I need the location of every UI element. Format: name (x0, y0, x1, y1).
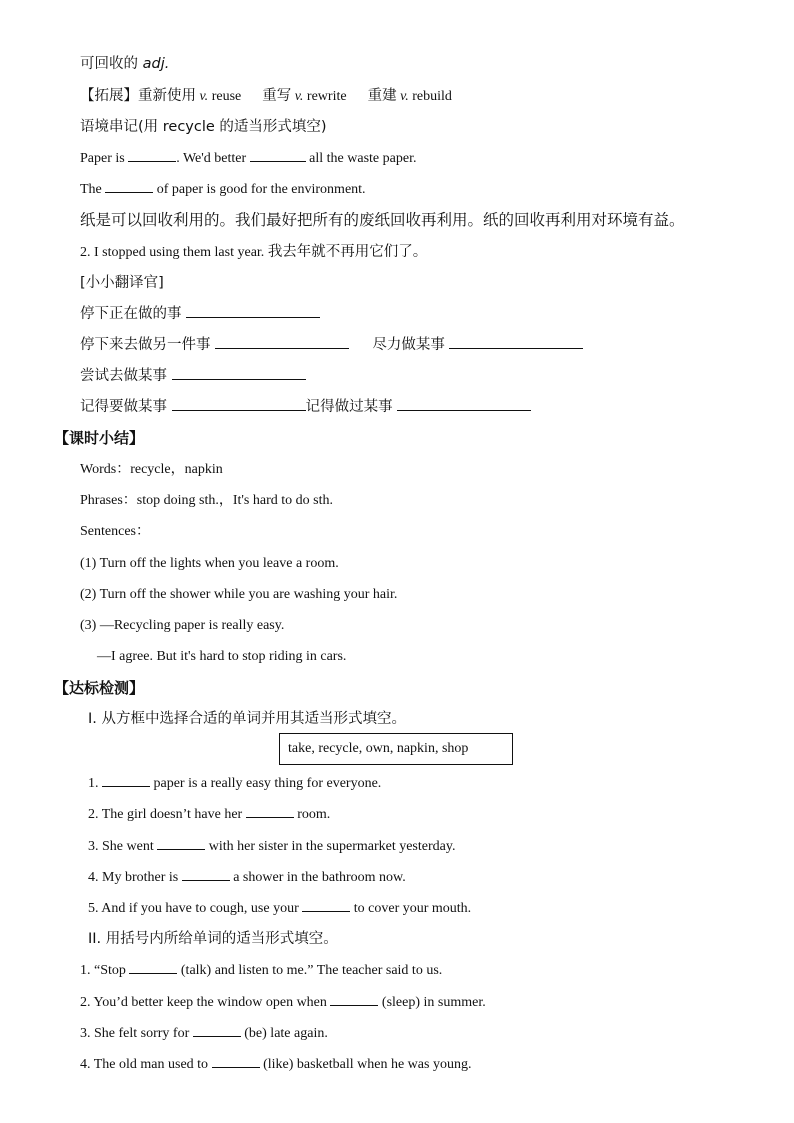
expansion-en3: rebuild (412, 89, 452, 104)
answer-blank[interactable] (182, 868, 230, 881)
sentence-2-en: 2. I stopped using them last year. (80, 245, 268, 260)
part1-question-5 (88, 899, 471, 918)
part1-title: I. 从方框中选择合适的单词并用其适当形式填空。 (88, 711, 406, 727)
summary-heading: 【课时小结】 (54, 429, 145, 447)
question-text: 2. The girl doesn’t have her (88, 807, 246, 822)
question-text: paper is a really easy thing for everyone. (150, 776, 382, 791)
translate-prompt: 尽力做某事 (372, 337, 450, 353)
summary-sentences-label: Sentences： (80, 524, 150, 539)
s1-part-c: all the waste paper. (309, 151, 417, 166)
question-text: 1. (88, 776, 102, 791)
question-text: (like) basketball when he was young. (259, 1057, 472, 1072)
adj-pos: adj. (142, 56, 170, 72)
part2-question-2 (80, 993, 486, 1012)
part2-question-1 (80, 961, 442, 980)
question-text: 2. You’d better keep the window open when (80, 995, 331, 1010)
answer-blank[interactable] (250, 149, 306, 162)
answer-blank[interactable] (172, 367, 306, 380)
translate-row-1 (80, 305, 320, 323)
question-text: (be) late again. (240, 1026, 328, 1041)
question-text: 4. The old man used to (80, 1057, 212, 1072)
adj-line (80, 55, 169, 73)
summary-phrases: Phrases：stop doing sth.，It's hard to do sth. (80, 493, 333, 508)
question-text: a shower in the bathroom now. (229, 870, 406, 885)
part1-question-2 (88, 805, 330, 824)
expansion-pos3: v. (400, 89, 409, 104)
answer-blank[interactable] (215, 336, 349, 349)
translate-prompt: 停下正在做的事 (80, 306, 187, 322)
expansion-pos1: v. (199, 89, 209, 104)
question-text: 1. “Stop (80, 963, 130, 978)
question-text: 4. My brother is (88, 870, 182, 885)
answer-blank[interactable] (193, 1024, 241, 1037)
answer-blank[interactable] (128, 149, 176, 162)
answer-blank[interactable] (397, 398, 531, 411)
answer-blank[interactable] (172, 398, 306, 411)
expansion-line (80, 87, 452, 106)
answer-blank[interactable] (449, 336, 583, 349)
part2-question-4 (80, 1055, 471, 1074)
word-box: take, recycle, own, napkin, shop (279, 733, 513, 765)
expansion-en1: reuse (211, 89, 242, 104)
answer-blank[interactable] (302, 899, 350, 912)
summary-sentence-2: (2) Turn off the shower while you are washing your hair. (80, 587, 398, 602)
expansion-cn3: 重建 (367, 88, 397, 104)
cn-translation: 纸是可以回收利用的。我们最好把所有的废纸回收再利用。纸的回收再利用对环境有益。 (80, 211, 685, 229)
s1-part-b: . We'd better (176, 151, 250, 166)
translate-prompt: 停下来去做另一件事 (80, 337, 216, 353)
part1-question-1 (88, 774, 381, 793)
answer-blank[interactable] (105, 180, 153, 193)
translate-row-4 (80, 398, 531, 416)
question-text: (sleep) in summer. (378, 995, 486, 1010)
part2-title: II. 用括号内所给单词的适当形式填空。 (88, 931, 338, 947)
question-text: (talk) and listen to me.” The teacher said to us. (177, 963, 443, 978)
context-sentence-2 (80, 180, 366, 199)
translate-prompt: 记得做过某事 (305, 399, 398, 415)
translator-title: [小小翻译官] (80, 275, 164, 291)
expansion-en2: rewrite (306, 89, 347, 104)
s2-part-a: The (80, 182, 106, 197)
answer-blank[interactable] (102, 774, 150, 787)
translate-row-3 (80, 367, 306, 385)
answer-blank[interactable] (212, 1055, 260, 1068)
translate-prompt: 记得要做某事 (80, 399, 172, 415)
answer-blank[interactable] (157, 837, 205, 850)
question-text: 3. She went (88, 839, 158, 854)
adj-cn: 可回收的 (80, 56, 138, 72)
translate-prompt: 尝试去做某事 (80, 368, 172, 384)
test-heading: 【达标检测】 (54, 679, 145, 697)
summary-sentence-1: (1) Turn off the lights when you leave a room. (80, 556, 339, 571)
question-text: 3. She felt sorry for (80, 1026, 193, 1041)
question-text: room. (293, 807, 331, 822)
summary-sentence-3: (3) —Recycling paper is really easy. (80, 618, 285, 633)
answer-blank[interactable] (129, 961, 177, 974)
expansion-tag: 【拓展】 (80, 88, 138, 104)
answer-blank[interactable] (330, 993, 378, 1006)
question-text: with her sister in the supermarket yesterday. (205, 839, 456, 854)
s1-part-a: Paper is (80, 151, 129, 166)
translate-row-2 (80, 336, 583, 354)
part1-question-4 (88, 868, 406, 887)
part2-question-3 (80, 1024, 328, 1043)
answer-blank[interactable] (186, 305, 320, 318)
s2-part-b: of paper is good for the environment. (156, 182, 366, 197)
answer-blank[interactable] (246, 805, 294, 818)
sentence-2 (80, 243, 427, 262)
summary-words: Words：recycle，napkin (80, 462, 223, 477)
expansion-pos2: v. (294, 89, 304, 104)
sentence-2-cn: 我去年就不再用它们了。 (267, 244, 428, 260)
context-title: 语境串记(用 recycle 的适当形式填空) (80, 119, 327, 135)
expansion-cn1: 重新使用 (138, 88, 196, 104)
question-text: 5. And if you have to cough, use your (88, 901, 303, 916)
part1-question-3 (88, 837, 455, 856)
expansion-cn2: 重写 (262, 88, 292, 104)
question-text: to cover your mouth. (350, 901, 472, 916)
summary-sentence-4: —I agree. But it's hard to stop riding in cars. (97, 649, 347, 664)
context-sentence-1 (80, 149, 416, 168)
